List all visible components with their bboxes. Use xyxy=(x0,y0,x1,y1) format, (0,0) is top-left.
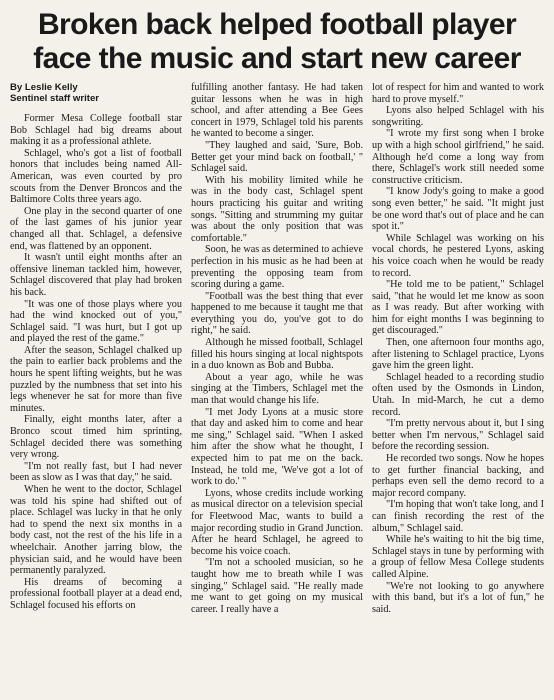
paragraph: He recorded two songs. Now he hopes to get further financial backing, and perhaps even sell the demo record to a major record company. xyxy=(372,453,544,499)
paragraph: "I'm pretty nervous about it, but I sing better when I'm nervous," Schlagel said before the recording session. xyxy=(372,418,544,453)
paragraph: fulfilling another fantasy. He had taken guitar lessons when he was in high school, and after attending a Bee Gees concert in 1979, Schlagel told his parents he wanted to become a singer. xyxy=(191,82,363,140)
paragraph: "We're not looking to go anywhere with this band, but it's a lot of fun," he said. xyxy=(372,580,544,615)
paragraph: While he's waiting to hit the big time, Schlagel stays in tune by performing with a group of fellow Mesa College students called Alpine. xyxy=(372,534,544,580)
paragraph: Although he missed football, Schlagel filled his hours singing at local nightspots in a duo known as Bob and Bubba. xyxy=(191,337,363,372)
affiliation: Sentinel staff writer xyxy=(10,93,100,104)
paragraph: "I'm not a schooled musician, so he taught how me to breath while I was singing," Schlagel said. "He really made me want to get going on my musical career. I really have a xyxy=(191,557,363,615)
paragraph: "I met Jody Lyons at a music store that day and asked him to come and hear me sing," Schlagel said. "When I asked him after the show what he thought, I expected him to pat me on the back. Instead, he told me, 'We've got a lot of work to do.' " xyxy=(191,406,363,488)
article-body xyxy=(10,82,544,615)
paragraph: Schlagel headed to a recording studio often used by the Osmonds in Lindon, Utah. In mid-March, he cut a demo record. xyxy=(372,371,544,418)
paragraph: One play in the second quarter of one of the last games of his junior year changed all that. Schlagel, a defensive end, was flattened by an opponent. xyxy=(10,205,182,252)
paragraph: "I'm not really fast, but I had never been as slow as I was that day," he said. xyxy=(10,460,182,484)
headline xyxy=(10,8,544,76)
column-1 xyxy=(10,82,182,612)
paragraph: With his mobility limited while he was in the body cast, Schlagel spent hours practicing his guitar and writing songs. "Sitting and strumming my guitar was about the only position that was comfortable." xyxy=(191,174,363,244)
paragraph: His dreams of becoming a professional football player at a dead end, Schlagel focused his efforts on xyxy=(10,576,182,611)
paragraph: While Schlagel was working on his vocal chords, he pestered Lyons, asking his voice coach when he would be ready to record. xyxy=(372,232,544,279)
paragraph: "They laughed and said, 'Sure, Bob. Better get your mind back on football,' " Schlagel said. xyxy=(191,139,363,175)
column-2 xyxy=(191,82,363,615)
paragraph: lot of respect for him and wanted to work hard to prove myself." xyxy=(372,82,544,105)
paragraph: "I know Jody's going to make a good song even better," he said. "It might just be one word that's out of place and he can spot it." xyxy=(372,186,544,233)
paragraph: Lyons also helped Schlagel with his songwriting. xyxy=(372,105,544,128)
paragraph: When he went to the doctor, Schlagel was told his spine had shifted out of place. Schlagel was lucky in that he only had to spend the next six months in a body cast, not the rest of the his life in a wheelchair. Another jarring blow, the physician said, and he would have been permanently paralyzed. xyxy=(10,484,182,577)
paragraph: About a year ago, while he was singing at the Timbers, Schlagel met the man that would change his life. xyxy=(191,371,363,407)
paragraph: Lyons, whose credits include working as musical director on a television special for Fleetwood Mac, wants to build a major recording studio in Grand Junction. After he heard Schlagel, he agreed to become his voice coach. xyxy=(191,487,363,557)
paragraph: Soon, he was as determined to achieve perfection in his music as he had been at preventing the opposing team from scoring during a game. xyxy=(191,244,363,291)
headline-line-1: Broken back helped football player xyxy=(37,8,517,41)
paragraph: "I wrote my first song when I broke up with a high school girlfriend," he said. Although he'd come a long way from there, Schlagel's work still needed some constructive criticism. xyxy=(372,128,544,186)
paragraph: Then, one afternoon four months ago, after listening to Schlagel practice, Lyons gave him the green light. xyxy=(372,337,544,372)
paragraph: "It was one of those plays where you had the wind knocked out of you," Schlagel said. "I was hurt, but I got up and played the rest of the game." xyxy=(10,298,182,345)
paragraph: "He told me to be patient," Schlagel said, "that he would let me know as soon as I was ready. But after working with him for eight months I was beginning to get discouraged." xyxy=(372,279,544,337)
paragraph: Finally, eight months later, after a Bronco scout timed him sprinting, Schlagel decided there was something very wrong. xyxy=(10,414,182,461)
paragraph: After the season, Schlagel chalked up the pain to earlier back problems and the hours he spent lifting weights, but he was puzzled by the numbness that set into his legs whenever he sat for more than five minutes. xyxy=(10,344,182,414)
paragraph: "Football was the best thing that ever happened to me because it taught me that everything you do, you've got to do right," he said. xyxy=(191,290,363,337)
headline-line-2: face the music and start new career xyxy=(33,42,521,75)
column-3 xyxy=(372,82,544,615)
byline: By Leslie Kelly xyxy=(10,82,78,93)
paragraph: Schlagel, who's got a list of football honors that includes being named All-American, was even courted by pro scouts from the Denver Broncos and the Baltimore Colts three years ago. xyxy=(10,147,182,206)
paragraph: It wasn't until eight months after an offensive lineman tackled him, however, Schlagel discovered that play had broken his back. xyxy=(10,252,182,298)
paragraph: "I'm hoping that won't take long, and I can finish recording the rest of the album," Schlagel said. xyxy=(372,499,544,534)
paragraph: Former Mesa College football star Bob Schlagel had big dreams about making it as a professional athlete. xyxy=(10,113,182,148)
